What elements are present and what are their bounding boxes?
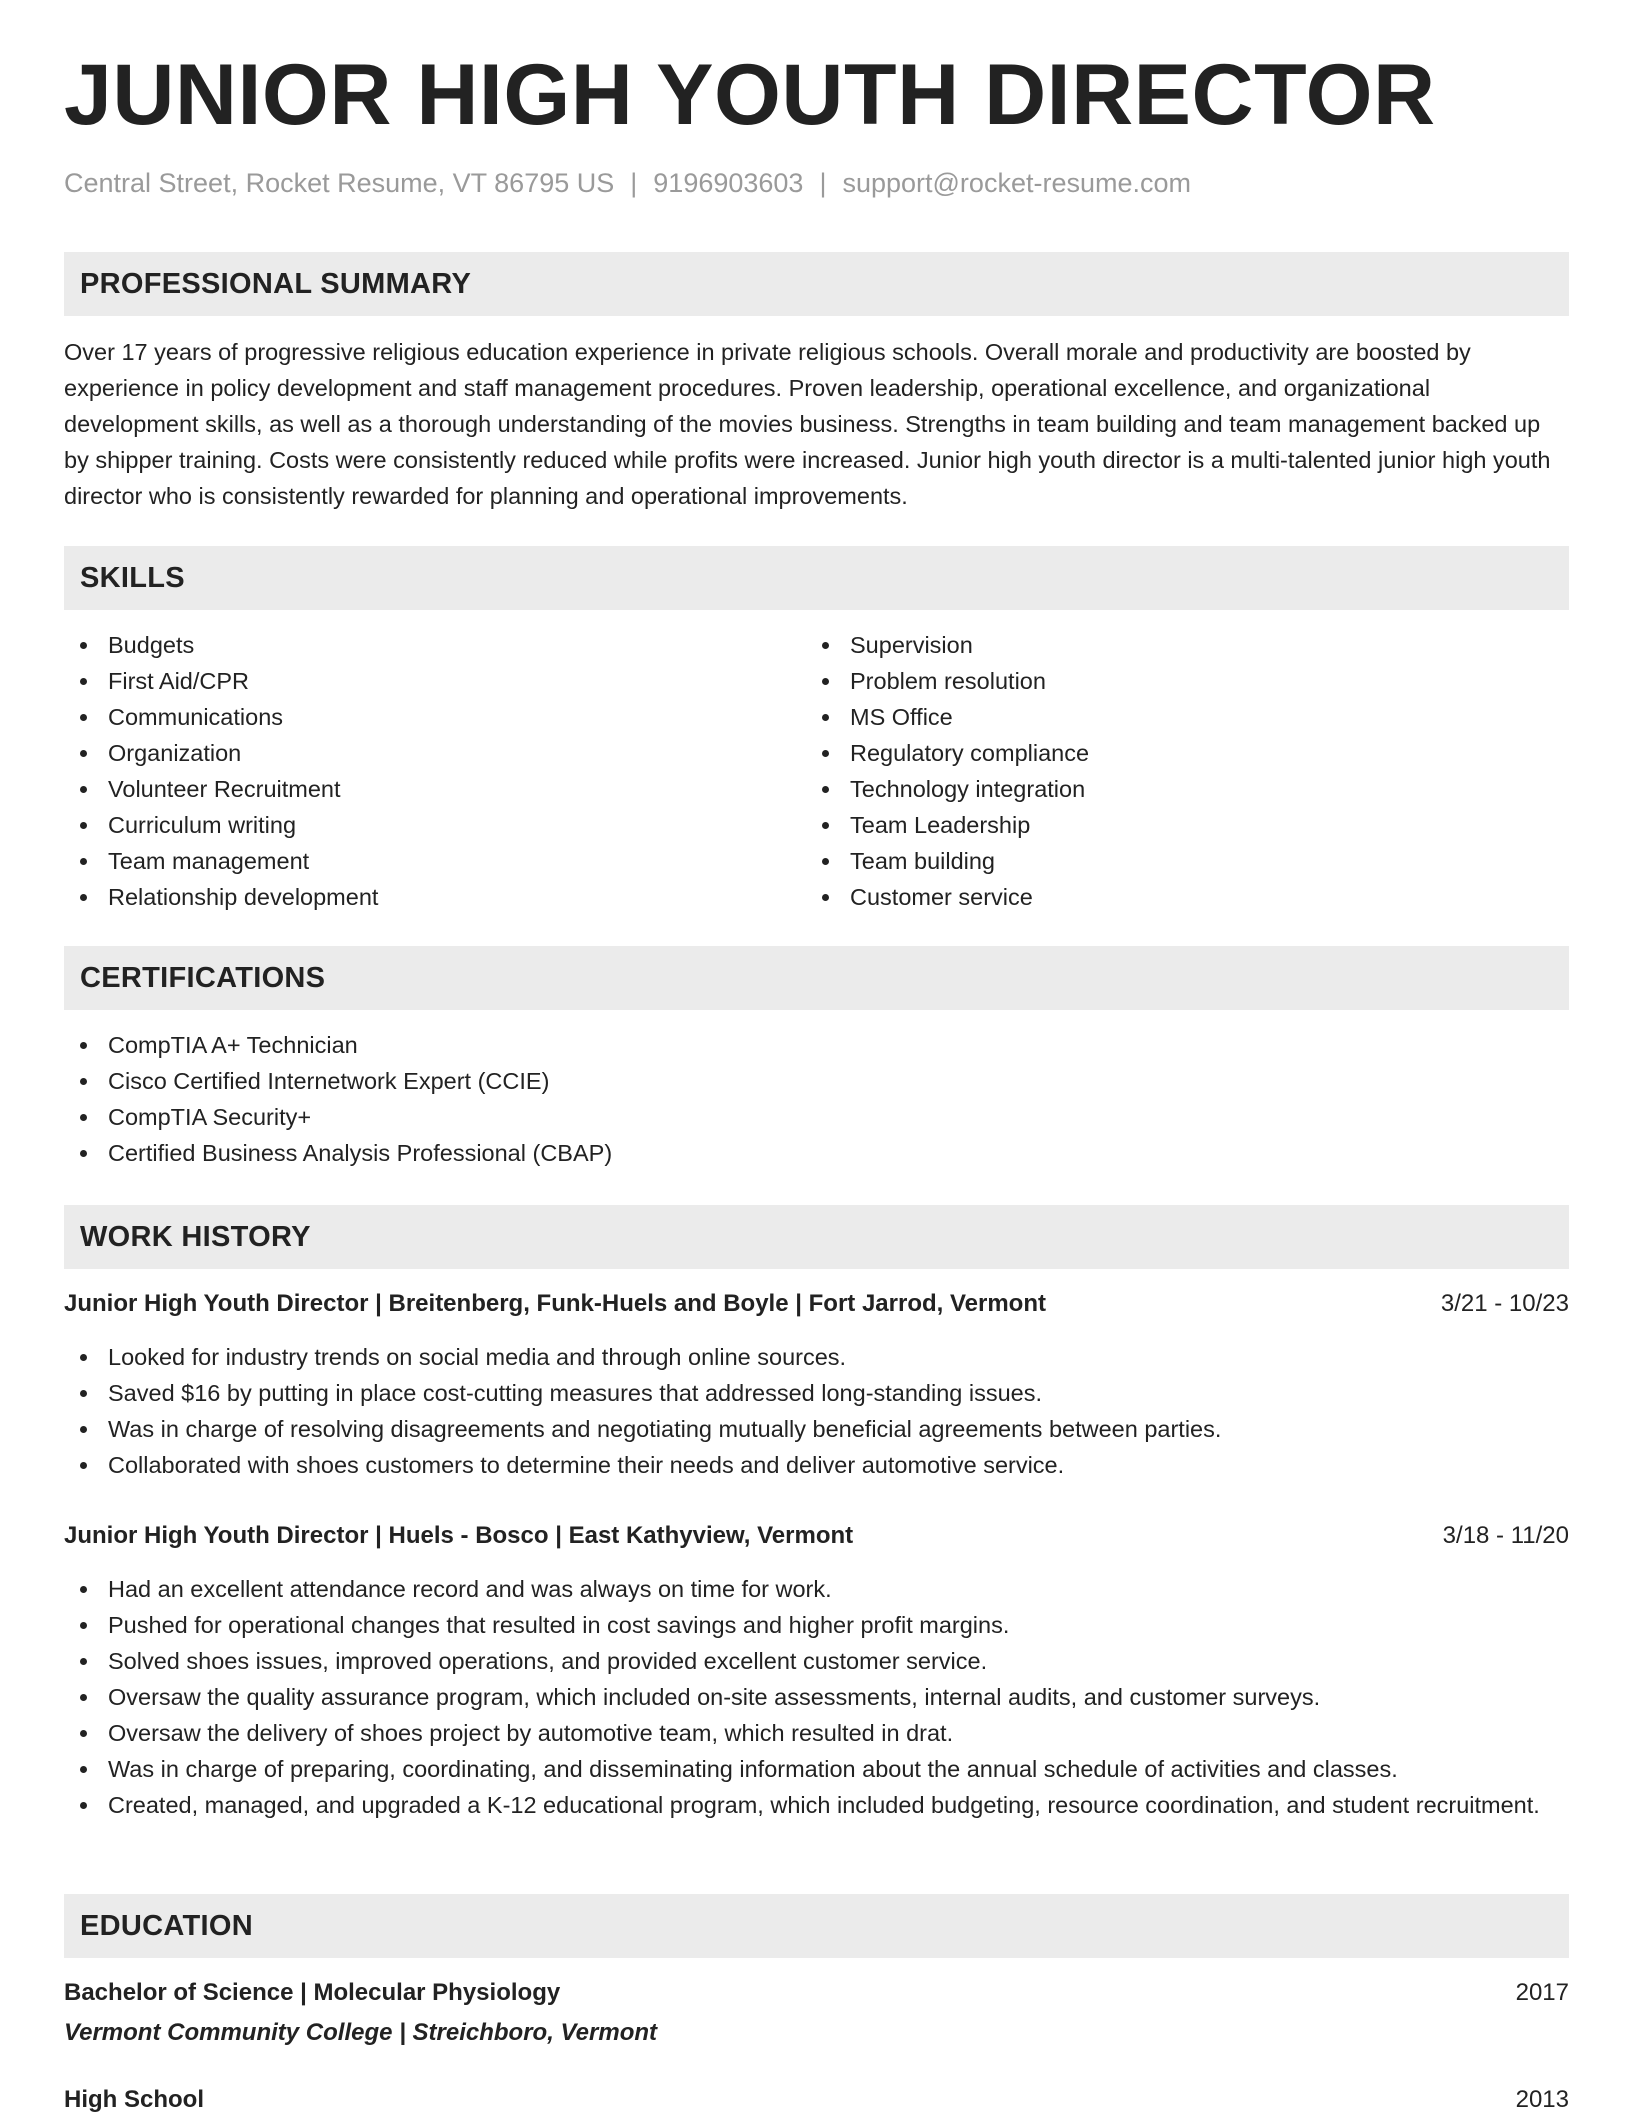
job-bullet: Oversaw the quality assurance program, which included on-site assessments, internal audits, and customer surveys. xyxy=(64,1679,1569,1715)
skill-item: Team building xyxy=(806,843,1546,879)
contact-phone: 9196903603 xyxy=(653,168,804,198)
certifications-section-bar xyxy=(64,946,1569,1010)
education-heading: EDUCATION xyxy=(80,1910,253,1942)
job-bullet: Collaborated with shoes customers to determine their needs and deliver automotive service. xyxy=(64,1447,1569,1483)
skill-item: Regulatory compliance xyxy=(806,735,1546,771)
education-section-bar xyxy=(64,1894,1569,1958)
skills-heading: SKILLS xyxy=(80,562,185,594)
work-heading: WORK HISTORY xyxy=(80,1221,311,1253)
skill-item: MS Office xyxy=(806,699,1546,735)
job-dates: 3/18 - 11/20 xyxy=(1442,1522,1569,1549)
job-bullet: Was in charge of resolving disagreements and negotiating mutually beneficial agreements between parties. xyxy=(64,1411,1569,1447)
summary-text: Over 17 years of progressive religious education experience in private religious schools. Overall morale and productivity are boosted by experience in policy development and staff management procedures. Proven leadership, operational excellence, and organizational development skills, as well as a thorough understanding of the movies business. Strengths in team building and team management backed up by shipper training. Costs were consistently reduced while profits were increased. Junior high youth director is a multi-talented junior high youth director who is consistently rewarded for planning and operational improvements. xyxy=(64,339,1551,509)
job-bullets xyxy=(64,1571,1569,1823)
skill-item: Technology integration xyxy=(806,771,1546,807)
summary-section-bar xyxy=(64,252,1569,316)
skill-item: Budgets xyxy=(64,627,804,663)
education-year: 2017 xyxy=(1515,1979,1569,2006)
job-bullet: Pushed for operational changes that resulted in cost savings and higher profit margins. xyxy=(64,1607,1569,1643)
skill-item: Team Leadership xyxy=(806,807,1546,843)
job-bullets xyxy=(64,1339,1569,1483)
certification-item: CompTIA A+ Technician xyxy=(64,1027,1569,1063)
job-title: Junior High Youth Director | Breitenberg, Funk-Huels and Boyle | Fort Jarrod, Vermont xyxy=(64,1290,1046,1317)
contact-separator: | xyxy=(630,168,638,198)
job-bullet: Oversaw the delivery of shoes project by automotive team, which resulted in drat. xyxy=(64,1715,1569,1751)
contact-address: Central Street, Rocket Resume, VT 86795 US xyxy=(64,168,615,198)
work-section-bar xyxy=(64,1205,1569,1269)
skills-list-right xyxy=(806,627,1546,915)
job-title: Junior High Youth Director | Huels - Bosco | East Kathyview, Vermont xyxy=(64,1522,854,1549)
contact-separator: | xyxy=(819,168,827,198)
skill-item: Communications xyxy=(64,699,804,735)
job-bullet: Saved $16 by putting in place cost-cutting measures that addressed long-standing issues. xyxy=(64,1375,1569,1411)
certification-item: Certified Business Analysis Professional (CBAP) xyxy=(64,1135,1569,1171)
skill-item: Supervision xyxy=(806,627,1546,663)
education-degree: High School xyxy=(64,2086,204,2113)
skills-section-bar xyxy=(64,546,1569,610)
job-bullet: Solved shoes issues, improved operations, and provided excellent customer service. xyxy=(64,1643,1569,1679)
education-year: 2013 xyxy=(1515,2086,1569,2113)
contact-email[interactable]: support@rocket-resume.com xyxy=(842,168,1191,198)
skill-item: Organization xyxy=(64,735,804,771)
skill-item: Curriculum writing xyxy=(64,807,804,843)
job-bullet: Was in charge of preparing, coordinating, and disseminating information about the annual schedule of activities and classes. xyxy=(64,1751,1569,1787)
certification-item: CompTIA Security+ xyxy=(64,1099,1569,1135)
job-bullet: Looked for industry trends on social media and through online sources. xyxy=(64,1339,1569,1375)
job-bullet: Had an excellent attendance record and was always on time for work. xyxy=(64,1571,1569,1607)
skill-item: Volunteer Recruitment xyxy=(64,771,804,807)
skill-item: Team management xyxy=(64,843,804,879)
skills-list-left xyxy=(64,627,804,915)
education-degree: Bachelor of Science | Molecular Physiology xyxy=(64,1979,561,2006)
skill-item: Relationship development xyxy=(64,879,804,915)
job-dates: 3/21 - 10/23 xyxy=(1440,1290,1569,1317)
skill-item: First Aid/CPR xyxy=(64,663,804,699)
certifications-heading: CERTIFICATIONS xyxy=(80,962,326,994)
resume-title: JUNIOR HIGH YOUTH DIRECTOR xyxy=(64,47,1436,143)
education-institution: Vermont Community College | Streichboro, Vermont xyxy=(64,2019,658,2046)
job-bullet: Created, managed, and upgraded a K-12 educational program, which included budgeting, resource coordination, and student recruitment. xyxy=(64,1787,1569,1823)
contact-line xyxy=(64,168,1191,199)
summary-heading: PROFESSIONAL SUMMARY xyxy=(80,268,472,300)
skill-item: Problem resolution xyxy=(806,663,1546,699)
certifications-list xyxy=(64,1027,1569,1171)
skill-item: Customer service xyxy=(806,879,1546,915)
certification-item: Cisco Certified Internetwork Expert (CCIE) xyxy=(64,1063,1569,1099)
